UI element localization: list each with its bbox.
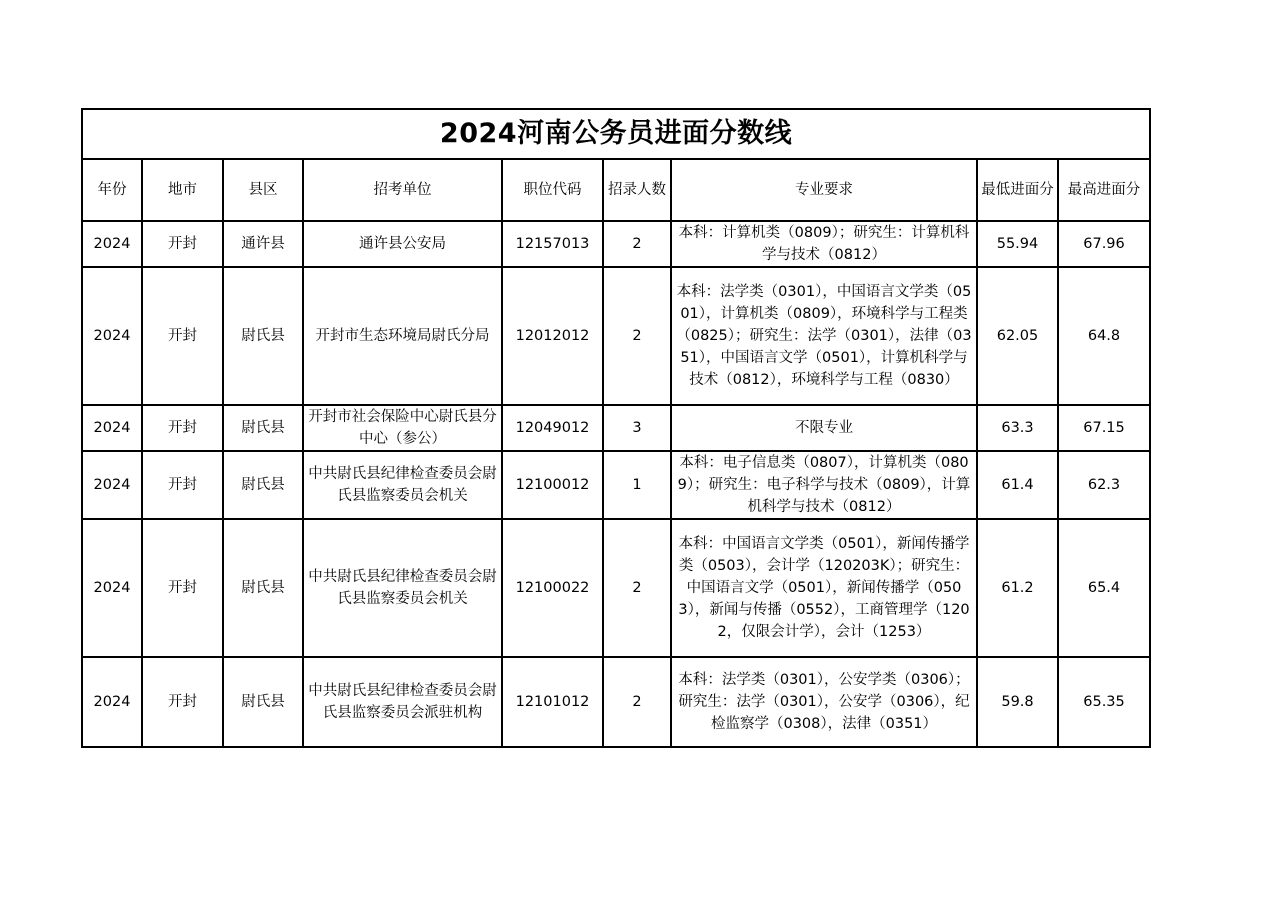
cell-year: 2024 — [82, 267, 142, 405]
cell-code: 12049012 — [502, 405, 603, 451]
cell-count: 3 — [603, 405, 671, 451]
cell-min-score: 61.2 — [977, 519, 1058, 657]
cell-county: 尉氏县 — [223, 657, 303, 747]
header-county: 县区 — [223, 159, 303, 221]
cell-unit: 通许县公安局 — [303, 221, 502, 267]
cell-city: 开封 — [142, 519, 223, 657]
cell-max-score: 65.35 — [1058, 657, 1150, 747]
cell-major: 本科：计算机类（0809）；研究生：计算机科学与技术（0812） — [671, 221, 977, 267]
header-city: 地市 — [142, 159, 223, 221]
cell-major: 本科：法学类（0301），中国语言文学类（0501），计算机类（0809），环境科学与工程类（0825）；研究生：法学（0301），法律（0351），中国语言文学（0501），计算机科学与技术（0812），环境科学与工程（0830） — [671, 267, 977, 405]
cell-min-score: 63.3 — [977, 405, 1058, 451]
cell-year: 2024 — [82, 405, 142, 451]
header-count: 招录人数 — [603, 159, 671, 221]
cell-code: 12157013 — [502, 221, 603, 267]
cell-city: 开封 — [142, 405, 223, 451]
cell-year: 2024 — [82, 657, 142, 747]
cell-count: 2 — [603, 221, 671, 267]
cell-code: 12100022 — [502, 519, 603, 657]
cell-min-score: 61.4 — [977, 451, 1058, 519]
cell-min-score: 59.8 — [977, 657, 1058, 747]
table-row — [82, 221, 1150, 267]
cell-max-score: 64.8 — [1058, 267, 1150, 405]
cell-unit: 开封市社会保险中心尉氏县分中心（参公） — [303, 405, 502, 451]
header-major: 专业要求 — [671, 159, 977, 221]
cell-code: 12100012 — [502, 451, 603, 519]
cell-year: 2024 — [82, 221, 142, 267]
table-row — [82, 405, 1150, 451]
cell-unit: 中共尉氏县纪律检查委员会尉氏县监察委员会机关 — [303, 519, 502, 657]
cell-max-score: 67.96 — [1058, 221, 1150, 267]
cell-count: 1 — [603, 451, 671, 519]
cell-county: 尉氏县 — [223, 267, 303, 405]
cell-county: 通许县 — [223, 221, 303, 267]
cell-min-score: 55.94 — [977, 221, 1058, 267]
cell-code: 12012012 — [502, 267, 603, 405]
cell-min-score: 62.05 — [977, 267, 1058, 405]
cell-max-score: 67.15 — [1058, 405, 1150, 451]
cell-major: 不限专业 — [671, 405, 977, 451]
header-min-score: 最低进面分 — [977, 159, 1058, 221]
cell-major: 本科：电子信息类（0807），计算机类（0809）；研究生：电子科学与技术（0809），计算机科学与技术（0812） — [671, 451, 977, 519]
table-row — [82, 451, 1150, 519]
header-unit: 招考单位 — [303, 159, 502, 221]
score-sheet — [81, 108, 1149, 748]
table-title: 2024河南公务员进面分数线 — [82, 109, 1150, 159]
cell-city: 开封 — [142, 267, 223, 405]
header-code: 职位代码 — [502, 159, 603, 221]
table-row — [82, 267, 1150, 405]
cell-major: 本科：中国语言文学类（0501），新闻传播学类（0503），会计学（120203K）；研究生：中国语言文学（0501），新闻传播学（0503），新闻与传播（0552），工商管理学（1202，仅限会计学），会计（1253） — [671, 519, 977, 657]
cell-city: 开封 — [142, 657, 223, 747]
cell-county: 尉氏县 — [223, 451, 303, 519]
cell-max-score: 65.4 — [1058, 519, 1150, 657]
cell-year: 2024 — [82, 451, 142, 519]
header-max-score: 最高进面分 — [1058, 159, 1150, 221]
cell-unit: 中共尉氏县纪律检查委员会尉氏县监察委员会机关 — [303, 451, 502, 519]
cell-county: 尉氏县 — [223, 405, 303, 451]
cell-county: 尉氏县 — [223, 519, 303, 657]
cell-major: 本科：法学类（0301），公安学类（0306）；研究生：法学（0301），公安学（0306），纪检监察学（0308），法律（0351） — [671, 657, 977, 747]
cell-unit: 中共尉氏县纪律检查委员会尉氏县监察委员会派驻机构 — [303, 657, 502, 747]
cell-unit: 开封市生态环境局尉氏分局 — [303, 267, 502, 405]
cell-city: 开封 — [142, 221, 223, 267]
cell-max-score: 62.3 — [1058, 451, 1150, 519]
cell-year: 2024 — [82, 519, 142, 657]
score-table — [81, 108, 1151, 748]
cell-city: 开封 — [142, 451, 223, 519]
cell-count: 2 — [603, 657, 671, 747]
header-year: 年份 — [82, 159, 142, 221]
table-row — [82, 519, 1150, 657]
table-row — [82, 657, 1150, 747]
cell-code: 12101012 — [502, 657, 603, 747]
cell-count: 2 — [603, 519, 671, 657]
cell-count: 2 — [603, 267, 671, 405]
header-row — [82, 159, 1150, 221]
